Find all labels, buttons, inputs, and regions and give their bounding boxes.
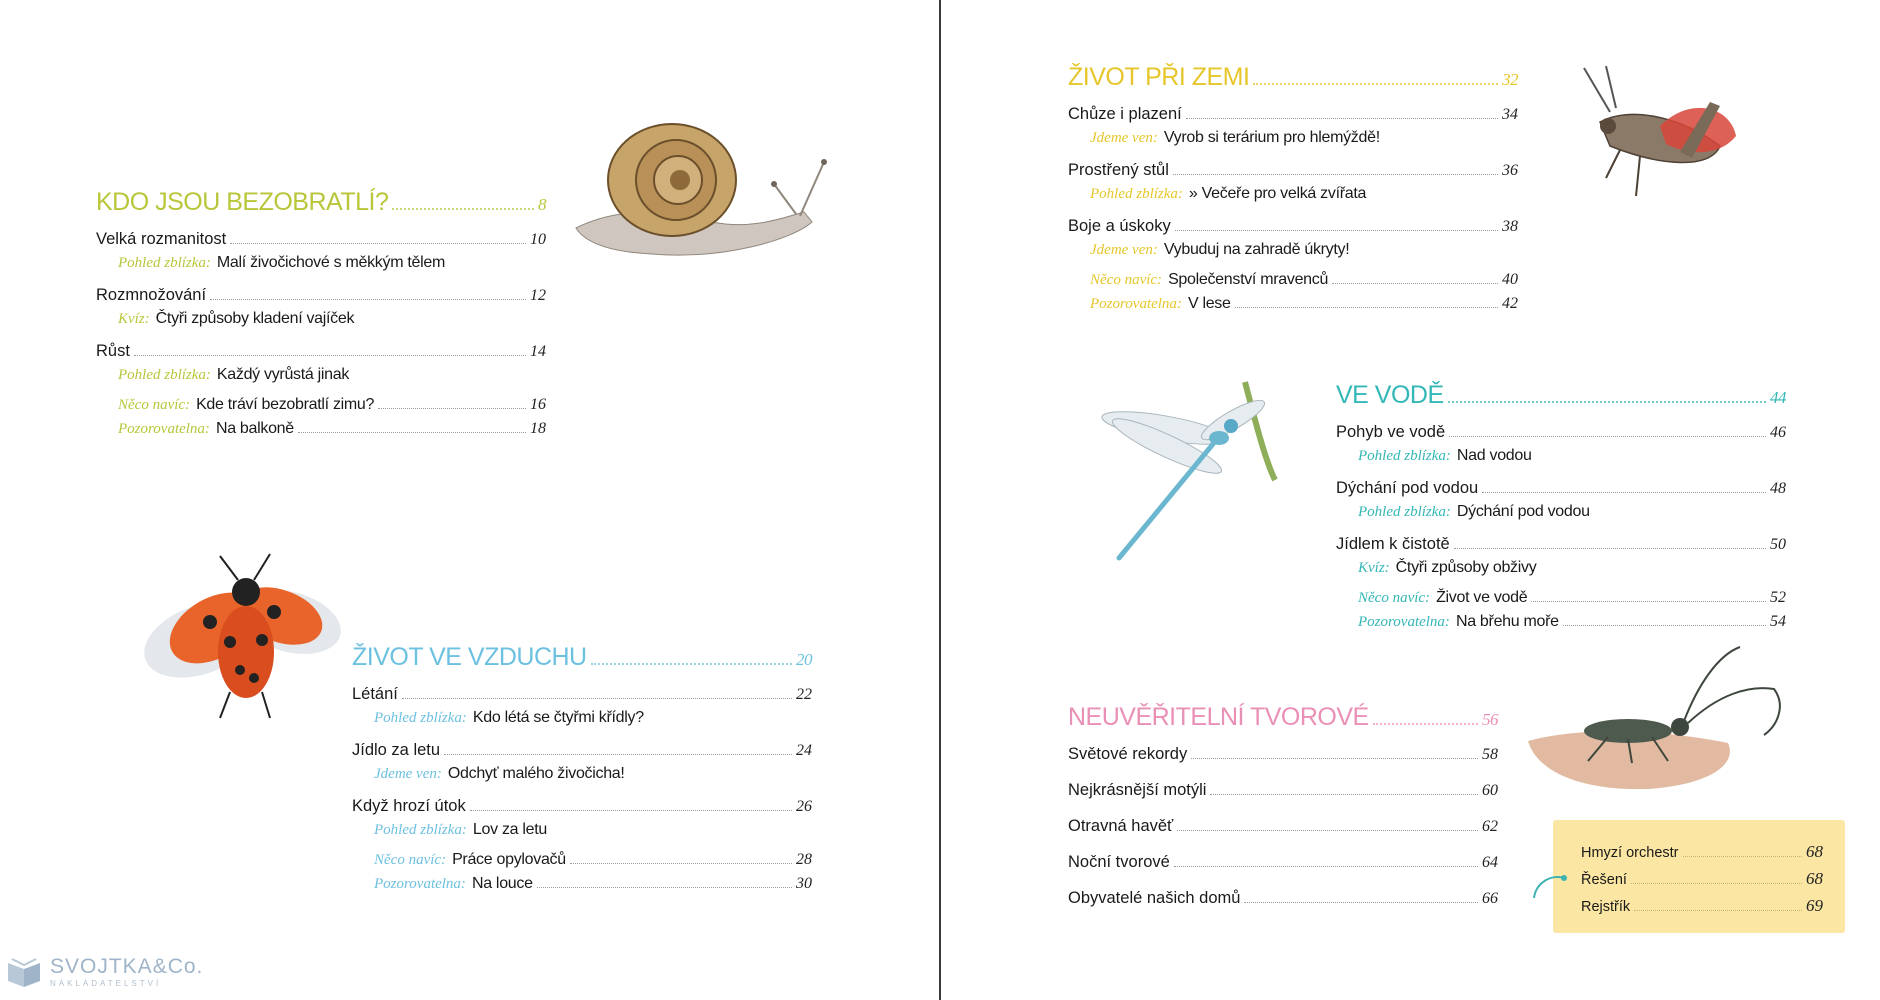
- toc-entry[interactable]: Rejstřík 69: [1581, 896, 1823, 915]
- toc-subentry[interactable]: Něco navíc: Život ve vodě 52: [1358, 589, 1786, 606]
- toc-entry[interactable]: Boje a úskoky 38: [1068, 217, 1518, 235]
- toc-subentry[interactable]: Kvíz: Čtyři způsoby obživy: [1358, 559, 1537, 576]
- section-zivot-ve-vzduchu: [352, 643, 812, 899]
- toc-subentry[interactable]: Jdeme ven: Vybuduj na zahradě úkryty!: [1090, 241, 1350, 258]
- toc-subentry[interactable]: Pohled zblízka: Kdo létá se čtyřmi křídly?: [374, 709, 644, 726]
- toc-entry[interactable]: Řešení 68: [1581, 869, 1823, 888]
- toc-subentry[interactable]: Něco navíc: Kde tráví bezobratlí zimu? 16: [118, 396, 546, 413]
- section-zivot-pri-zemi: [1068, 63, 1518, 319]
- appendix-note: [1553, 820, 1845, 933]
- toc-entry[interactable]: Otravná havěť 62: [1068, 817, 1498, 835]
- toc-subentry[interactable]: Něco navíc: Práce opylovačů 28: [374, 851, 812, 868]
- toc-entry[interactable]: Prostřený stůl 36: [1068, 161, 1518, 179]
- book-logo-icon: [6, 955, 42, 989]
- section-ve-vode: [1336, 381, 1786, 637]
- logo-name: SVOJTKA&Co.: [50, 955, 204, 978]
- toc-entry[interactable]: Pohyb ve vodě 46: [1336, 423, 1786, 441]
- section-heading[interactable]: VE VODĚ 44: [1336, 381, 1786, 409]
- firebug-illustration: [140, 552, 350, 722]
- toc-subentry[interactable]: Pohled zblízka: Nad vodou: [1358, 447, 1532, 464]
- toc-subentry[interactable]: Pohled zblízka: » Večeře pro velká zvířata: [1090, 185, 1367, 202]
- toc-subentry[interactable]: Pozorovatelna: Na břehu moře 54: [1358, 613, 1786, 630]
- damselfly-illustration: [1095, 380, 1285, 570]
- section-heading[interactable]: ŽIVOT VE VZDUCHU 20: [352, 643, 812, 671]
- toc-entry[interactable]: Jídlem k čistotě 50: [1336, 535, 1786, 553]
- snail-illustration: [572, 110, 832, 270]
- toc-entry[interactable]: Noční tvorové 64: [1068, 853, 1498, 871]
- toc-subentry[interactable]: Jdeme ven: Vyrob si terárium pro hlemýždě!: [1090, 129, 1380, 146]
- toc-entry[interactable]: Dýchání pod vodou 48: [1336, 479, 1786, 497]
- toc-subentry[interactable]: Pozorovatelna: V lese 42: [1090, 295, 1518, 312]
- toc-subentry[interactable]: Kvíz: Čtyři způsoby kladení vajíček: [118, 310, 355, 327]
- toc-entry[interactable]: Hmyzí orchestr 68: [1581, 842, 1823, 861]
- toc-entry[interactable]: Velká rozmanitost 10: [96, 230, 546, 248]
- toc-subentry[interactable]: Pozorovatelna: Na louce 30: [374, 875, 812, 892]
- toc-entry[interactable]: Obyvatelé našich domů 66: [1068, 889, 1498, 907]
- toc-entry[interactable]: Chůze i plazení 34: [1068, 105, 1518, 123]
- toc-subentry[interactable]: Pozorovatelna: Na balkoně 18: [118, 420, 546, 437]
- publisher-logo: [6, 955, 203, 989]
- toc-entry[interactable]: Jídlo za letu 24: [352, 741, 812, 759]
- toc-subentry[interactable]: Pohled zblízka: Každý vyrůstá jinak: [118, 366, 350, 383]
- grasshopper-illustration: [1570, 66, 1740, 206]
- toc-entry[interactable]: Rozmnožování 12: [96, 286, 546, 304]
- section-heading[interactable]: NEUVĚŘITELNÍ TVOROVÉ 56: [1068, 703, 1498, 731]
- section-kdo-jsou-bezobratli: [96, 188, 546, 444]
- logo-subtitle: NAKLADATELSTVÍ: [50, 979, 162, 988]
- toc-subentry[interactable]: Jdeme ven: Odchyť malého živočicha!: [374, 765, 625, 782]
- toc-subentry[interactable]: Pohled zblízka: Dýchání pod vodou: [1358, 503, 1590, 520]
- toc-subentry[interactable]: Něco navíc: Společenství mravenců 40: [1090, 271, 1518, 288]
- toc-entry[interactable]: Růst 14: [96, 342, 546, 360]
- toc-entry[interactable]: Světové rekordy 58: [1068, 745, 1498, 763]
- toc-entry[interactable]: Když hrozí útok 26: [352, 797, 812, 815]
- toc-entry[interactable]: Létání 22: [352, 685, 812, 703]
- toc-subentry[interactable]: Pohled zblízka: Lov za letu: [374, 821, 547, 838]
- section-neuveritelni-tvorove: [1068, 703, 1498, 917]
- note-curl-icon: [1530, 868, 1570, 902]
- section-heading[interactable]: KDO JSOU BEZOBRATLÍ? 8: [96, 188, 546, 216]
- section-heading[interactable]: ŽIVOT PŘI ZEMI 32: [1068, 63, 1518, 91]
- book-spine: [939, 0, 941, 1000]
- longhorn-beetle-illustration: [1528, 645, 1790, 795]
- toc-entry[interactable]: Nejkrásnější motýli 60: [1068, 781, 1498, 799]
- toc-subentry[interactable]: Pohled zblízka: Malí živočichové s měkkým tělem: [118, 254, 445, 271]
